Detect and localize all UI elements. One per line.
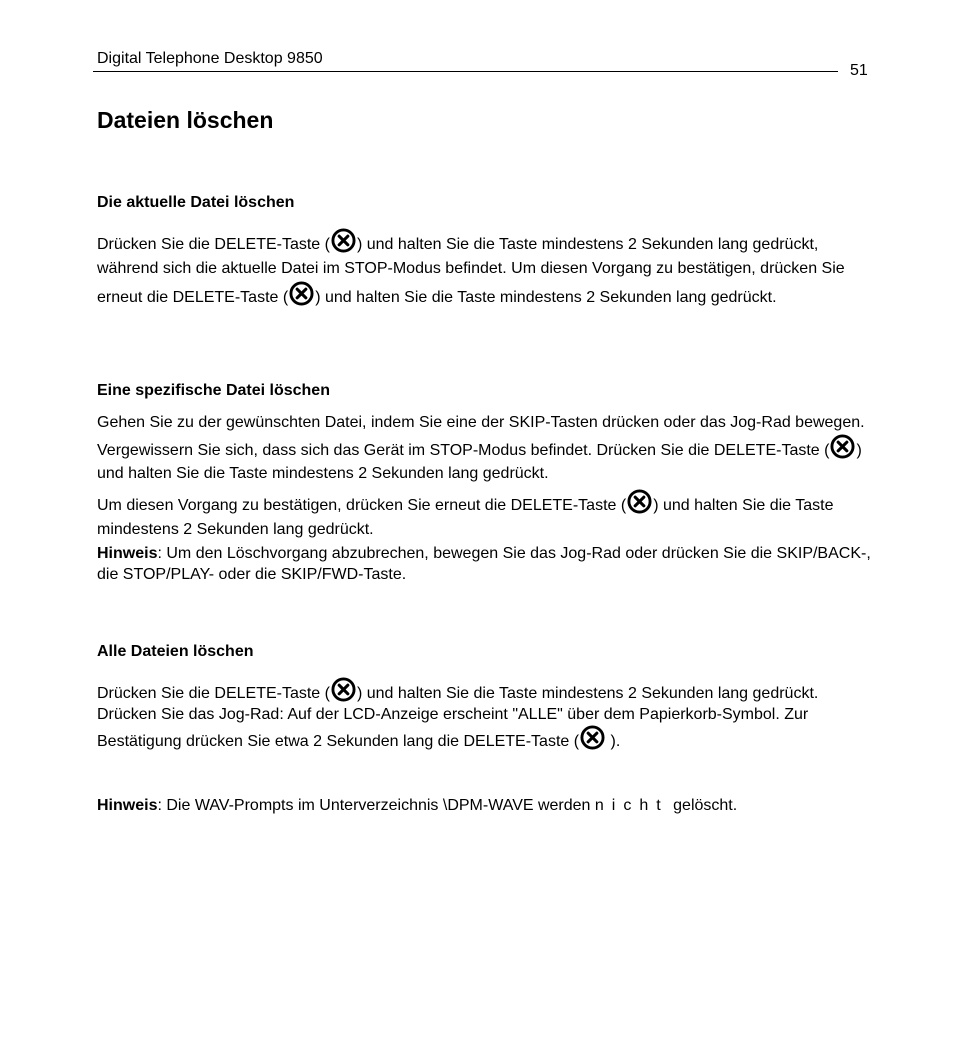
note-wav-prompts bbox=[97, 795, 872, 816]
note-emphasis: nicht bbox=[594, 797, 669, 814]
delete-x-circle-icon bbox=[331, 228, 356, 253]
paragraph-confirm bbox=[97, 489, 872, 542]
note-label: Hinweis bbox=[97, 545, 158, 562]
text-run: ) und halten Sie die Taste mindestens 2 Sekunden lang gedrückt. bbox=[97, 497, 834, 538]
text-run: Drücken Sie die DELETE-Taste ( bbox=[97, 236, 330, 253]
section-heading-current-file: Die aktuelle Datei löschen bbox=[97, 194, 295, 211]
section-heading-specific-file: Eine spezifische Datei löschen bbox=[97, 382, 330, 399]
text-run: ). bbox=[606, 733, 621, 750]
delete-x-circle-icon bbox=[627, 489, 652, 514]
delete-x-circle-icon bbox=[331, 677, 356, 702]
section-heading-all-files: Alle Dateien löschen bbox=[97, 643, 254, 660]
text-run: Drücken Sie die DELETE-Taste ( bbox=[97, 685, 330, 702]
text-run: ) und halten Sie die Taste mindestens 2 Sekunden lang gedrückt. Drücken Sie das Jog-Rad: Auf der LCD-Anzeige erscheint "ALLE" über dem Papierkorb-Symbol. Zur Bestätigung drücken Sie etwa 2 Sekunden lang die DELETE-Taste ( bbox=[97, 685, 819, 750]
note-text: : Um den Löschvorgang abzubrechen, bewegen Sie das Jog-Rad oder drücken Sie die SKIP/BACK-, die STOP/PLAY- oder die SKIP/FWD-Taste. bbox=[97, 545, 871, 583]
text-run: ) und halten Sie die Taste mindestens 2 Sekunden lang gedrückt. bbox=[315, 289, 777, 306]
paragraph-specific-file bbox=[97, 411, 872, 485]
delete-x-circle-icon bbox=[830, 434, 855, 459]
note-text: : Die WAV-Prompts im Unterverzeichnis \DPM-WAVE werden bbox=[157, 797, 595, 814]
text-run: Gehen Sie zu der gewünschten Datei, indem Sie eine der SKIP-Tasten drücken oder das Jog-Rad bewegen. Vergewissern Sie sich, dass sich das Gerät im STOP-Modus befindet. Drücken Sie die DELETE-Taste ( bbox=[97, 414, 865, 459]
delete-x-circle-icon bbox=[289, 281, 314, 306]
header-divider bbox=[93, 71, 838, 72]
page-number: 51 bbox=[850, 62, 868, 79]
text-run: Um diesen Vorgang zu bestätigen, drücken Sie erneut die DELETE-Taste ( bbox=[97, 497, 627, 514]
header-title: Digital Telephone Desktop 9850 bbox=[97, 50, 323, 67]
note-text-end: gelöscht. bbox=[668, 797, 738, 814]
note-cancel bbox=[97, 543, 872, 585]
text-run: ) und halten Sie die Taste mindestens 2 Sekunden lang gedrückt, während sich die aktuelle Datei im STOP-Modus befindet. Um diesen Vorgang zu bestätigen, drücken Sie erneut die DELETE-Taste ( bbox=[97, 236, 845, 306]
paragraph-all-files bbox=[97, 677, 872, 752]
page-title: Dateien löschen bbox=[97, 107, 274, 133]
text-run: ) und halten Sie die Taste mindestens 2 Sekunden lang gedrückt. bbox=[97, 442, 862, 482]
paragraph-current-file bbox=[97, 228, 872, 310]
delete-x-circle-icon bbox=[580, 725, 605, 750]
note-label: Hinweis bbox=[97, 797, 158, 814]
